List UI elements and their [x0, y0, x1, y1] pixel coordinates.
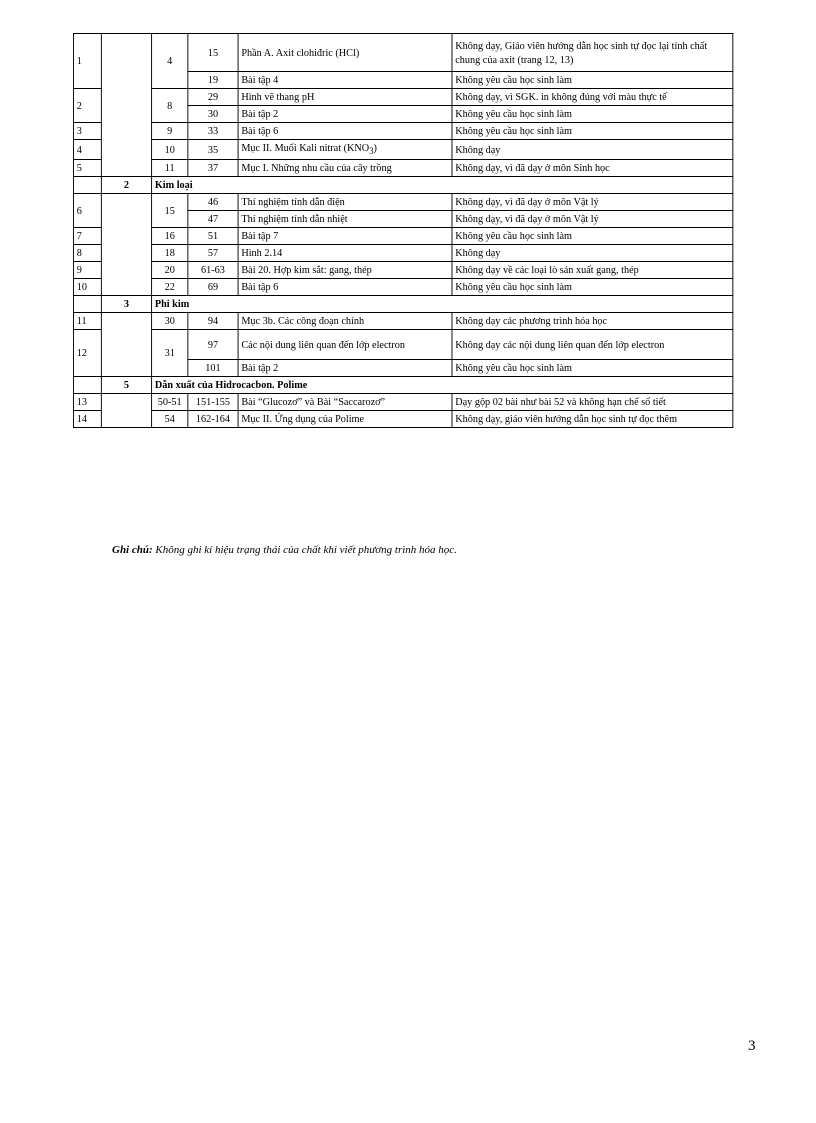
content-cell: Bài tập 6 [238, 123, 452, 140]
lesson-cell: 8 [152, 89, 188, 123]
guide-cell: Không yêu cầu học sinh làm [452, 279, 733, 296]
chapter-title: Dẫn xuất của Hidrocacbon. Polime [152, 377, 733, 394]
page-number: 3 [748, 1038, 756, 1054]
table-row [73, 245, 732, 262]
stt-cell: 2 [73, 89, 101, 123]
guide-cell: Không dạy [452, 140, 733, 160]
chapter-row [73, 296, 732, 313]
guide-cell: Không dạy, vì đã dạy ở môn Vật lý [452, 194, 733, 211]
stt-cell: 14 [73, 411, 101, 428]
page-cell: 57 [188, 245, 238, 262]
table-row [73, 89, 732, 106]
table-row [73, 34, 732, 72]
stt-cell: 10 [73, 279, 101, 296]
table-row [73, 194, 732, 211]
lesson-cell: 9 [152, 123, 188, 140]
content-adjustment-table [73, 33, 733, 428]
table-row [73, 394, 732, 411]
footnote [112, 544, 457, 556]
guide-cell: Không dạy, vì đã dạy ở môn Vật lý [452, 211, 733, 228]
lesson-cell: 31 [152, 330, 188, 377]
content-cell: Hình 2.14 [238, 245, 452, 262]
page-cell: 30 [188, 106, 238, 123]
guide-cell: Không yêu cầu học sinh làm [452, 360, 733, 377]
content-cell: Bài tập 2 [238, 360, 452, 377]
stt-cell: 5 [73, 160, 101, 177]
lesson-cell: 30 [152, 313, 188, 330]
chapter-number: 5 [101, 377, 151, 394]
guide-cell: Không dạy về các loại lò sản xuất gang, thép [452, 262, 733, 279]
stt-cell: 4 [73, 140, 101, 160]
page-cell: 19 [188, 72, 238, 89]
page-cell: 37 [188, 160, 238, 177]
empty-cell [73, 377, 101, 394]
guide-cell: Không dạy, Giáo viên hướng dẫn học sinh tự đọc lại tính chất chung của axit (trang 12, 13) [452, 34, 733, 72]
content-cell: Bài “Glucozơ” và Bài “Saccarozơ” [238, 394, 452, 411]
content-cell [238, 140, 452, 160]
table-row [73, 140, 732, 160]
unit-cell [101, 34, 151, 177]
page-cell: 51 [188, 228, 238, 245]
chapter-number: 2 [101, 177, 151, 194]
stt-cell: 12 [73, 330, 101, 377]
chapter-number: 3 [101, 296, 151, 313]
content-cell: Thí nghiệm tính dẫn nhiệt [238, 211, 452, 228]
page-cell: 69 [188, 279, 238, 296]
chapter-title: Kim loại [152, 177, 733, 194]
page-cell: 61-63 [188, 262, 238, 279]
table-row [73, 160, 732, 177]
stt-cell: 6 [73, 194, 101, 228]
content-cell: Các nội dung liên quan đến lớp electron [238, 330, 452, 360]
guide-cell: Không yêu cầu học sinh làm [452, 228, 733, 245]
empty-cell [73, 296, 101, 313]
stt-cell: 3 [73, 123, 101, 140]
stt-cell: 1 [73, 34, 101, 89]
content-cell: Bài tập 6 [238, 279, 452, 296]
page-cell: 33 [188, 123, 238, 140]
lesson-cell: 22 [152, 279, 188, 296]
unit-cell [101, 194, 151, 296]
content-cell: Thí nghiệm tính dẫn điện [238, 194, 452, 211]
page-cell: 101 [188, 360, 238, 377]
guide-cell: Không dạy, vì đã dạy ở môn Sinh học [452, 160, 733, 177]
content-cell: Mục 3b. Các công đoạn chính [238, 313, 452, 330]
page-cell: 151-155 [188, 394, 238, 411]
content-cell: Mục I. Những nhu cầu của cây trồng [238, 160, 452, 177]
content-text: Mục II. Muối Kali nitrat (KNO [241, 142, 370, 154]
lesson-cell: 18 [152, 245, 188, 262]
table-row [73, 228, 732, 245]
content-cell: Bài 20. Hợp kim sắt: gang, thép [238, 262, 452, 279]
unit-cell [101, 313, 151, 377]
subscript-text: 3 [369, 146, 374, 157]
guide-cell: Không dạy, giáo viên hướng dẫn học sinh tự đọc thêm [452, 411, 733, 428]
guide-cell: Không dạy, vì SGK. in không đúng với màu thực tế [452, 89, 733, 106]
table-row [73, 262, 732, 279]
lesson-cell: 54 [152, 411, 188, 428]
content-cell: Hình vẽ thang pH [238, 89, 452, 106]
page-cell: 47 [188, 211, 238, 228]
page-cell: 46 [188, 194, 238, 211]
table-row [73, 411, 732, 428]
page-cell: 29 [188, 89, 238, 106]
footnote-label: Ghi chú: [112, 544, 153, 556]
page-cell: 97 [188, 330, 238, 360]
chapter-row [73, 377, 732, 394]
content-cell: Phần A. Axit clohiđric (HCl) [238, 34, 452, 72]
table-row [73, 123, 732, 140]
guide-cell: Không dạy các nội dung liên quan đến lớp electron [452, 330, 733, 360]
lesson-cell: 16 [152, 228, 188, 245]
guide-cell: Dạy gộp 02 bài như bài 52 và không hạn chế số tiết [452, 394, 733, 411]
lesson-cell: 10 [152, 140, 188, 160]
page-cell: 15 [188, 34, 238, 72]
content-cell: Mục II. Ứng dụng của Polime [238, 411, 452, 428]
lesson-cell: 20 [152, 262, 188, 279]
content-cell: Bài tập 7 [238, 228, 452, 245]
stt-cell: 8 [73, 245, 101, 262]
empty-cell [73, 177, 101, 194]
stt-cell: 9 [73, 262, 101, 279]
content-cell: Bài tập 2 [238, 106, 452, 123]
chapter-row [73, 177, 732, 194]
unit-cell [101, 394, 151, 428]
table-row [73, 330, 732, 360]
stt-cell: 7 [73, 228, 101, 245]
guide-cell: Không dạy [452, 245, 733, 262]
footnote-text: Không ghi kí hiệu trạng thái của chất khi viết phương trình hóa học. [152, 544, 457, 556]
content-cell: Bài tập 4 [238, 72, 452, 89]
page-cell: 162-164 [188, 411, 238, 428]
page-cell: 35 [188, 140, 238, 160]
table-row [73, 313, 732, 330]
lesson-cell: 15 [152, 194, 188, 228]
page-cell: 94 [188, 313, 238, 330]
guide-cell: Không yêu cầu học sinh làm [452, 106, 733, 123]
guide-cell: Không yêu cầu học sinh làm [452, 72, 733, 89]
lesson-cell: 4 [152, 34, 188, 89]
guide-cell: Không yêu cầu học sinh làm [452, 123, 733, 140]
stt-cell: 13 [73, 394, 101, 411]
stt-cell: 11 [73, 313, 101, 330]
table-row [73, 279, 732, 296]
guide-cell: Không dạy các phương trình hóa học [452, 313, 733, 330]
lesson-cell: 11 [152, 160, 188, 177]
lesson-cell: 50-51 [152, 394, 188, 411]
content-text-end: ) [373, 142, 377, 154]
chapter-title: Phi kim [152, 296, 733, 313]
